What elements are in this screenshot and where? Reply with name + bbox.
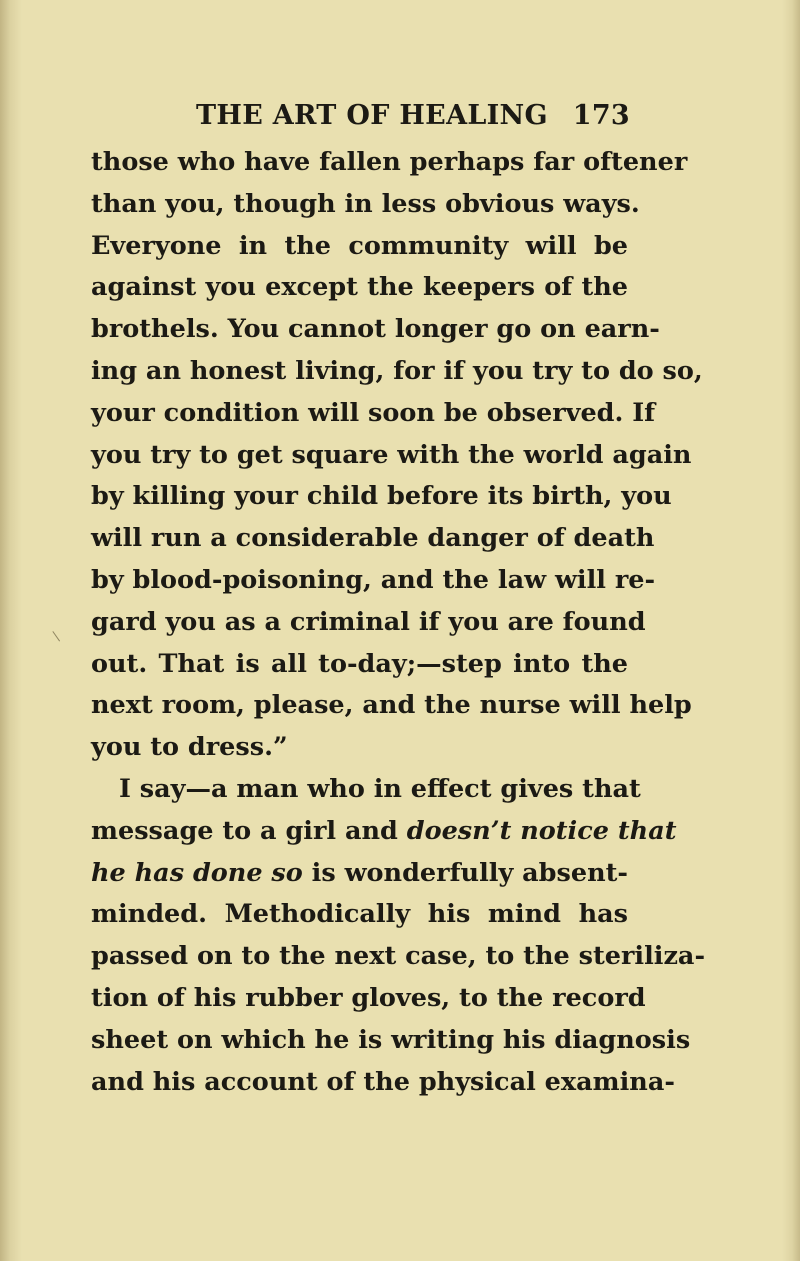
text-line [91, 853, 628, 895]
text-line: those who have fallen perhaps far oftener [91, 147, 688, 177]
text-line: you to dress.” [91, 732, 288, 763]
text-line: brothels. You cannot longer go on earn- [91, 314, 660, 345]
text-line: Everyone in the community will be [91, 230, 628, 261]
running-head-title: THE ART OF HEALING [196, 100, 548, 131]
text-line: against you except the keepers of the [91, 272, 628, 303]
text-line: gard you as a criminal if you are found [91, 606, 646, 637]
text-line: will run a considerable danger of death [91, 523, 655, 554]
body-text [91, 142, 706, 1103]
text-line: your condition will soon be observed. If [91, 397, 656, 428]
text-line: than you, though in less obvious ways. [91, 188, 640, 219]
italic-span: he has done so [91, 857, 303, 888]
text-line: you try to get square with the world again [91, 439, 692, 470]
text-line: tion of his rubber gloves, to the record [91, 982, 646, 1013]
text-span: is wonderfully absent- [302, 857, 628, 888]
text-line: ing an honest living, for if you try to do so, [91, 355, 703, 386]
margin-mark [52, 627, 66, 642]
text-line: I say—a man who in effect gives that [119, 773, 641, 804]
text-line: and his account of the physical examina- [91, 1066, 675, 1097]
text-line: by blood-poisoning, and the law will re- [91, 564, 656, 595]
running-head [196, 100, 630, 140]
text-line: passed on to the next case, to the steriliza- [91, 941, 706, 972]
text-line: out. That is all to-day;—step into the [91, 648, 628, 679]
page-number: 173 [572, 100, 630, 131]
text-span: message to a girl and [91, 815, 407, 846]
text-line: minded. Methodically his mind has [91, 899, 628, 930]
text-line: sheet on which he is writing his diagnosis [91, 1024, 691, 1055]
text-line: next room, please, and the nurse will help [91, 690, 692, 721]
text-line: by killing your child before its birth, you [91, 481, 672, 512]
text-line [91, 811, 677, 853]
italic-span: doesn’t notice that [406, 815, 677, 846]
